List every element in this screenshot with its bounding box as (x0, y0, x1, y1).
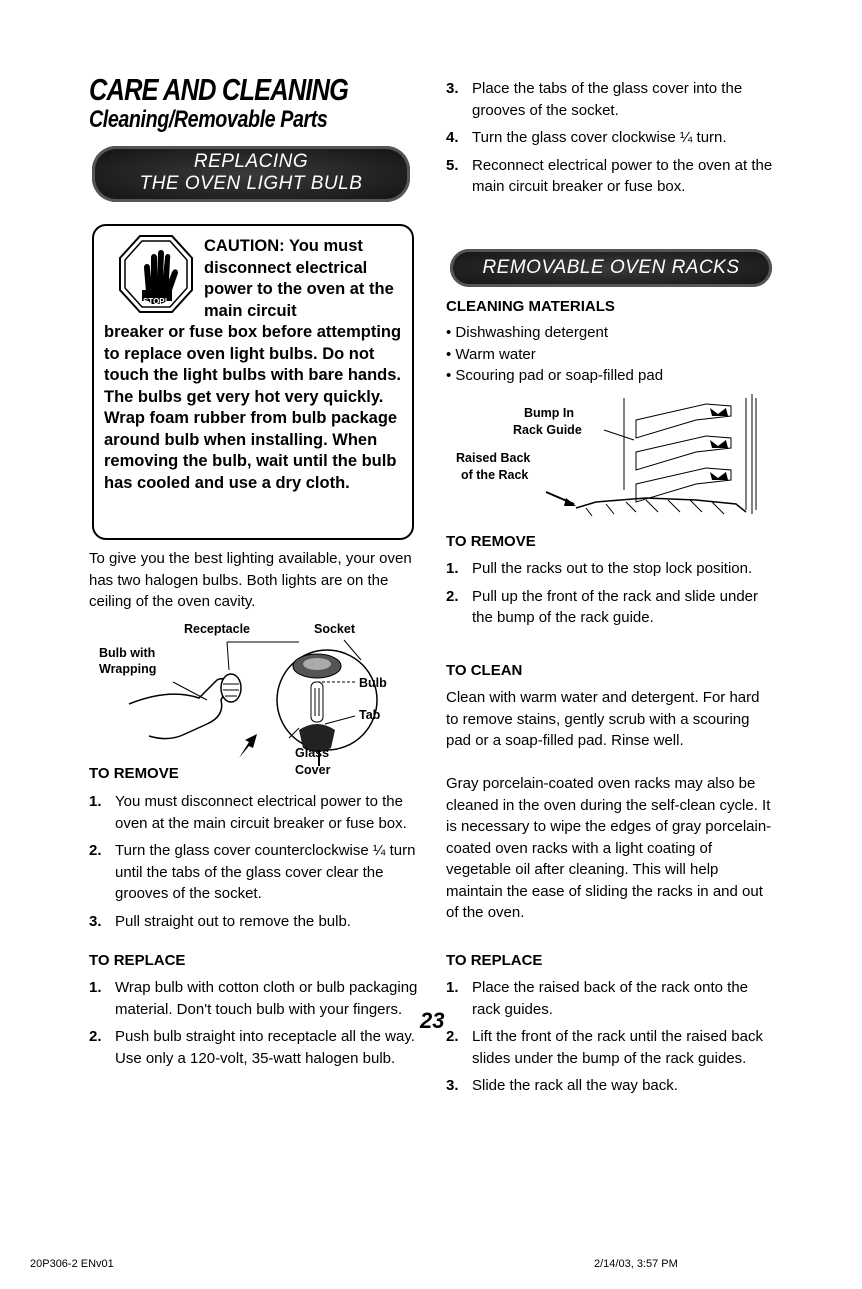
page-title: CARE AND CLEANING (89, 72, 349, 107)
right-to-replace-heading: TO REPLACE (446, 952, 543, 969)
label-receptacle: Receptacle (184, 622, 251, 636)
banner-line-1: REPLACING (193, 151, 309, 172)
section-heading-to-replace: TO REPLACE (89, 952, 186, 969)
clean-paragraph-1: Clean with warm water and detergent. For hard to remove stains, gently scrub with a scouring pad or a soap-filled pad. Rinse well. (446, 689, 760, 749)
label-tab: Tab (359, 708, 381, 722)
stop-icon-label: STOP! (143, 297, 168, 306)
list-item: 2. Turn the glass cover counterclockwise ¼ turn until the tabs of the glass cover clear the grooves of the socket. (89, 842, 416, 902)
list-item: • Scouring pad or soap-filled pad (446, 367, 664, 384)
page-subtitle: Cleaning/Removable Parts (89, 106, 328, 133)
doc-code: 20P306-2 ENv01 (30, 1258, 114, 1270)
page-number: 23 (420, 1008, 445, 1033)
list-item: 5. Reconnect electrical power to the oven at the main circuit breaker or fuse box. (446, 156, 773, 195)
list-item: 2. Push bulb straight into receptacle all the way. Use only a 120-volt, 35-watt halogen bulb. (89, 1028, 415, 1067)
left-remove-heading: TO REMOVE (89, 765, 179, 782)
section-banner-light-bulb (92, 146, 410, 202)
list-item: 1. Wrap bulb with cotton cloth or bulb packaging material. Don't touch bulb with your fingers. (89, 979, 418, 1018)
list-item: 2. Lift the front of the rack until the raised back slides under the bump of the rack guides. (446, 1028, 763, 1067)
caution-box (92, 224, 414, 540)
list-item: • Warm water (446, 345, 536, 363)
rack-diagram (446, 390, 776, 525)
label-of-the-rack: of the Rack (461, 468, 529, 482)
right-replace-steps (446, 977, 776, 1097)
list-item: • Dishwashing detergent (446, 324, 609, 341)
intro-paragraph: To give you the best lighting available, your oven has two halogen bulbs. Both lights are on the ceiling of the oven cavity. (89, 550, 412, 610)
label-raised-back: Raised Back (456, 451, 531, 465)
label-wrapping: Wrapping (99, 662, 157, 676)
right-remove-steps (446, 558, 776, 629)
section-banner-oven-racks: REMOVABLE OVEN RACKS (450, 249, 772, 287)
list-item: 3. Slide the rack all the way back. (446, 1077, 678, 1094)
list-item: 1. Place the raised back of the rack onto the rack guides. (446, 979, 748, 1018)
left-replace-steps (89, 977, 419, 1069)
list-item: 1. Pull the racks out to the stop lock position. (446, 560, 753, 577)
caution-heading: CAUTION: You must disconnect electrical power to the oven at the main circuit (204, 237, 394, 320)
label-bump-in: Bump In (524, 406, 574, 420)
label-socket: Socket (314, 622, 355, 636)
right-remove-heading: TO REMOVE (446, 533, 536, 550)
list-item: 1. You must disconnect electrical power to the oven at the main circuit breaker or fuse box. (89, 793, 407, 832)
label-bulb: Bulb (359, 676, 387, 690)
label-glass: Glass (295, 746, 330, 760)
left-remove-steps (89, 791, 419, 932)
list-item: 4. Turn the glass cover clockwise ¼ turn. (446, 129, 727, 146)
materials-list (446, 322, 776, 387)
materials-heading: CLEANING MATERIALS (446, 298, 615, 315)
label-rack-guide: Rack Guide (513, 423, 582, 437)
doc-date: 2/14/03, 3:57 PM (594, 1258, 678, 1270)
list-item: 3. Pull straight out to remove the bulb. (89, 912, 351, 930)
label-cover: Cover (295, 763, 331, 777)
label-bulb-with: Bulb with (99, 646, 156, 660)
clean-heading: TO CLEAN (446, 662, 523, 679)
caution-body: breaker or fuse box before attempting to replace oven light bulbs. Do not touch the light bulbs with bare hands. The bulbs get very hot very quickly. Wrap foam rubber from bulb package around bulb when installing. When removing the bulb, wait until the bulb has cooled and use a dry cloth. (104, 323, 402, 492)
right-continued-steps (446, 78, 776, 198)
list-item: 2. Pull up the front of the rack and slide under the bump of the rack guide. (446, 587, 759, 626)
list-item: 3. Place the tabs of the glass cover into the grooves of the socket. (446, 80, 743, 119)
light-bulb-diagram (89, 618, 419, 788)
banner-line-2: THE OVEN LIGHT BULB (139, 173, 363, 194)
stop-hand-icon (118, 234, 194, 316)
clean-paragraph-2: Gray porcelain-coated oven racks may also be cleaned in the oven during the self-clean cycle. It is necessary to wipe the edges of gray porcelain-coated oven racks with a light coating of vegetable oil after cleaning. This will help maintain the ease of sliding the racks in and out of the oven. (446, 775, 772, 921)
